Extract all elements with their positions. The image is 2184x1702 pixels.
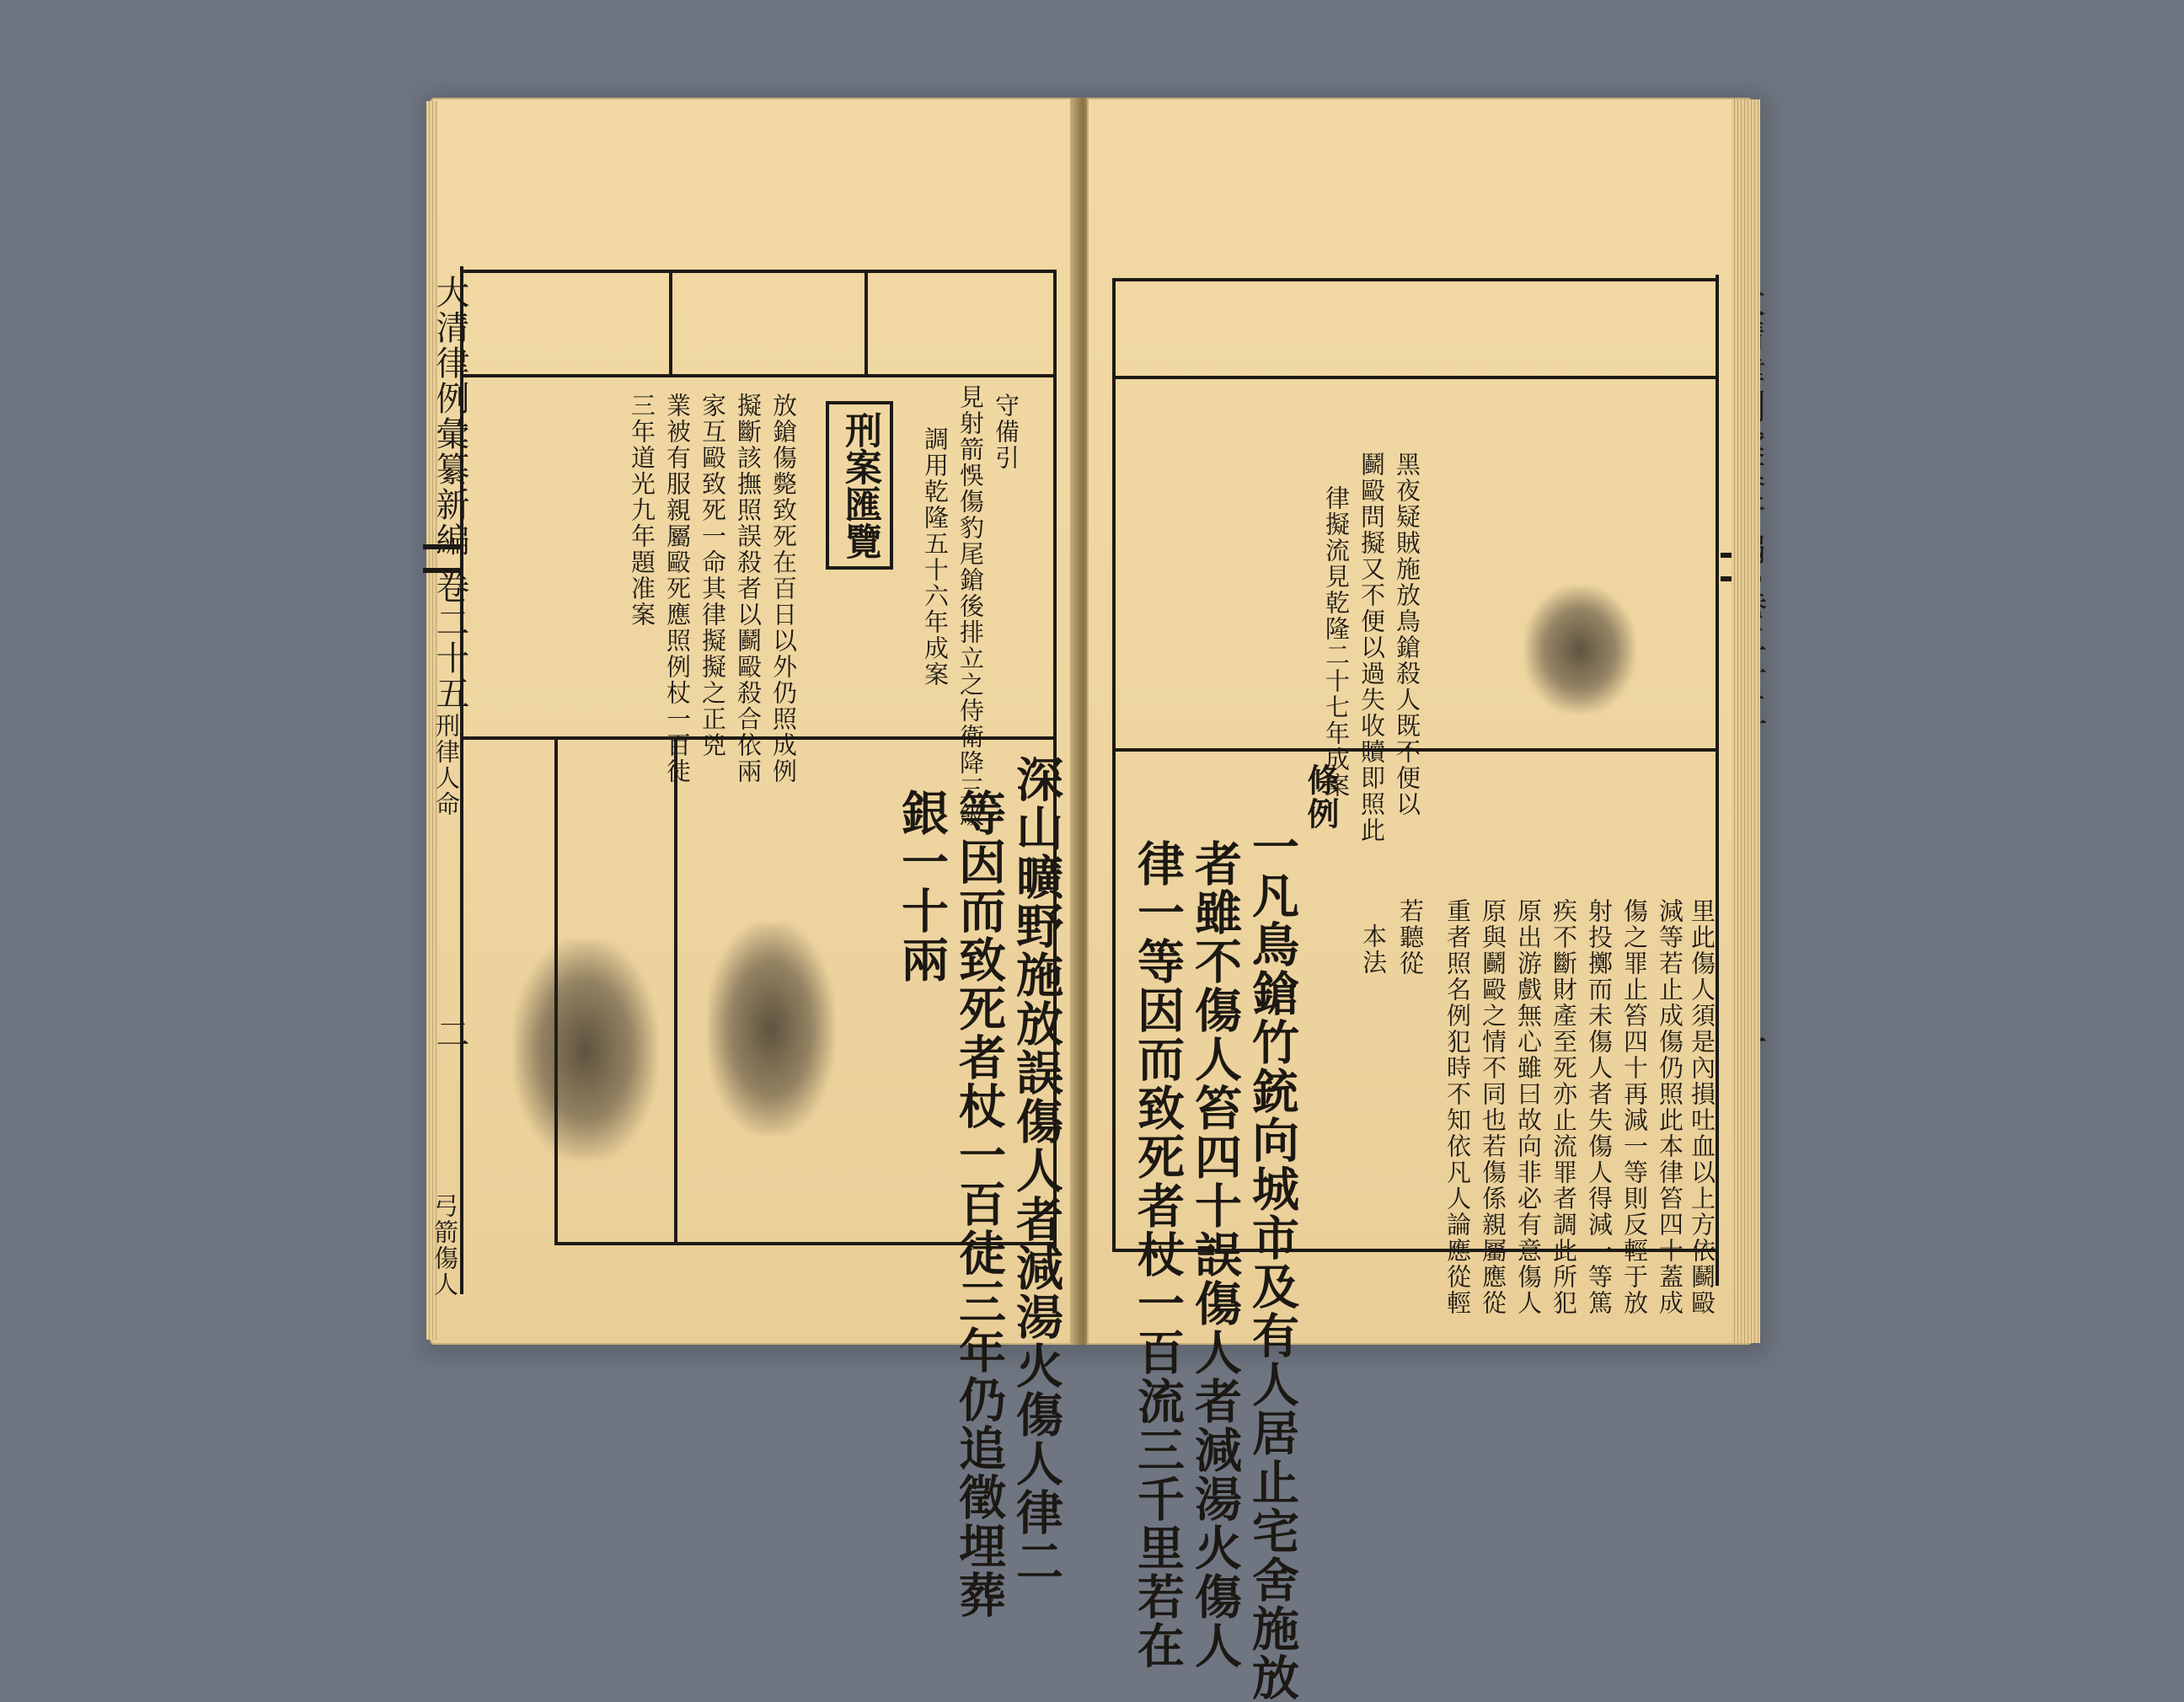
left-lower-col-2: 等因而致死者杖一百徒三年仍追徵埋葬: [951, 789, 1007, 1619]
left-seal-stamp-1: [708, 923, 834, 1134]
left-folio-number: 二: [431, 1016, 469, 1052]
left-upper-heading: 刑案匯覽: [826, 401, 893, 570]
left-top-rule: [463, 270, 1053, 273]
left-volume-label: 卷二十五: [431, 570, 469, 711]
right-lower-heading: 條例: [1302, 763, 1340, 831]
right-note-10: 里此傷人須是內損吐血以上方依鬬毆: [1688, 898, 1716, 1316]
left-article-tag: 弓箭傷人: [431, 1193, 459, 1298]
left-upper-col-4: 放鎗傷斃致死在百日以外仍照成例: [769, 393, 798, 784]
left-section-label: 刑律人命: [432, 713, 461, 817]
left-upper-col-7: 業被有服親屬毆死應照例杖一百徒: [663, 393, 692, 784]
right-note-7: 射投擲而未傷人者失傷人得減一等篤: [1585, 898, 1614, 1316]
left-header-divider-1: [669, 270, 672, 376]
right-note-2: 若聽從: [1396, 898, 1425, 977]
right-upper-col-1: 黑夜疑賊施放鳥鎗殺人既不便以: [1393, 452, 1421, 817]
right-note-3: 重者照名例犯時不知依凡人論應從輕: [1443, 898, 1472, 1316]
right-lower-col-2: 者雖不傷人笞四十誤傷人者減湯火傷人: [1187, 839, 1243, 1670]
right-lower-col-1: 一凡鳥鎗竹銃向城市及有人居止宅舍施放: [1245, 822, 1300, 1702]
right-lower-col-3: 律一等因而致死者杖一百流三千里若在: [1130, 839, 1186, 1670]
left-upper-col-3: 調用乾隆五十六年成案: [921, 426, 950, 688]
right-note-4: 原與鬬毆之情不同也若傷係親屬應從: [1479, 898, 1507, 1316]
right-page-edge: [1732, 99, 1760, 1343]
left-margin-title: 大清律例彙纂新編: [431, 275, 469, 558]
right-note-1: 本法: [1359, 923, 1388, 976]
left-upper-col-5: 擬斷該撫照誤殺者以鬬毆殺合依兩: [734, 393, 763, 784]
left-header-divider-2: [864, 270, 868, 376]
left-upper-col-1: 守備引: [992, 393, 1020, 471]
left-lower-col-1: 深山曠野施放誤傷人者減湯火傷人律二: [1009, 755, 1064, 1586]
right-upper-col-3: 律擬流見乾隆二十七年成案: [1322, 485, 1351, 799]
left-lower-col-3: 銀一十兩: [894, 789, 950, 984]
right-top-rule: [1112, 278, 1719, 281]
right-page: [1087, 98, 1753, 1702]
left-page: [430, 98, 1079, 1619]
left-seal-stamp-2: [514, 940, 657, 1159]
left-upper-col-2: 見射箭悞傷豹尾鎗後排立之侍衛降三級: [956, 384, 985, 828]
right-seal-stamp: [1525, 586, 1635, 713]
left-header-rule: [463, 374, 1057, 377]
left-upper-col-8: 三年道光九年題准案: [628, 393, 656, 628]
right-upper-col-2: 鬬毆問擬又不便以過失收贖即照此: [1357, 452, 1386, 843]
right-note-9: 減等若止成傷仍照此本律笞四十蓋成: [1656, 898, 1684, 1316]
left-lower-divider-2: [674, 736, 677, 1242]
right-header-rule: [1112, 376, 1719, 379]
right-outer-left-rule: [1112, 278, 1116, 1252]
right-note-8: 傷之罪止笞四十再減一等則反輕于放: [1620, 898, 1649, 1316]
right-note-5: 原出游戲無心雖曰故向非必有意傷人: [1514, 898, 1543, 1316]
left-fishtail-mark: [423, 544, 463, 573]
right-note-6: 疾不斷財產至死亦止流罪者調此所犯: [1550, 898, 1578, 1316]
left-upper-col-6: 家互毆致死一命其律擬擬之正兇: [699, 393, 727, 758]
